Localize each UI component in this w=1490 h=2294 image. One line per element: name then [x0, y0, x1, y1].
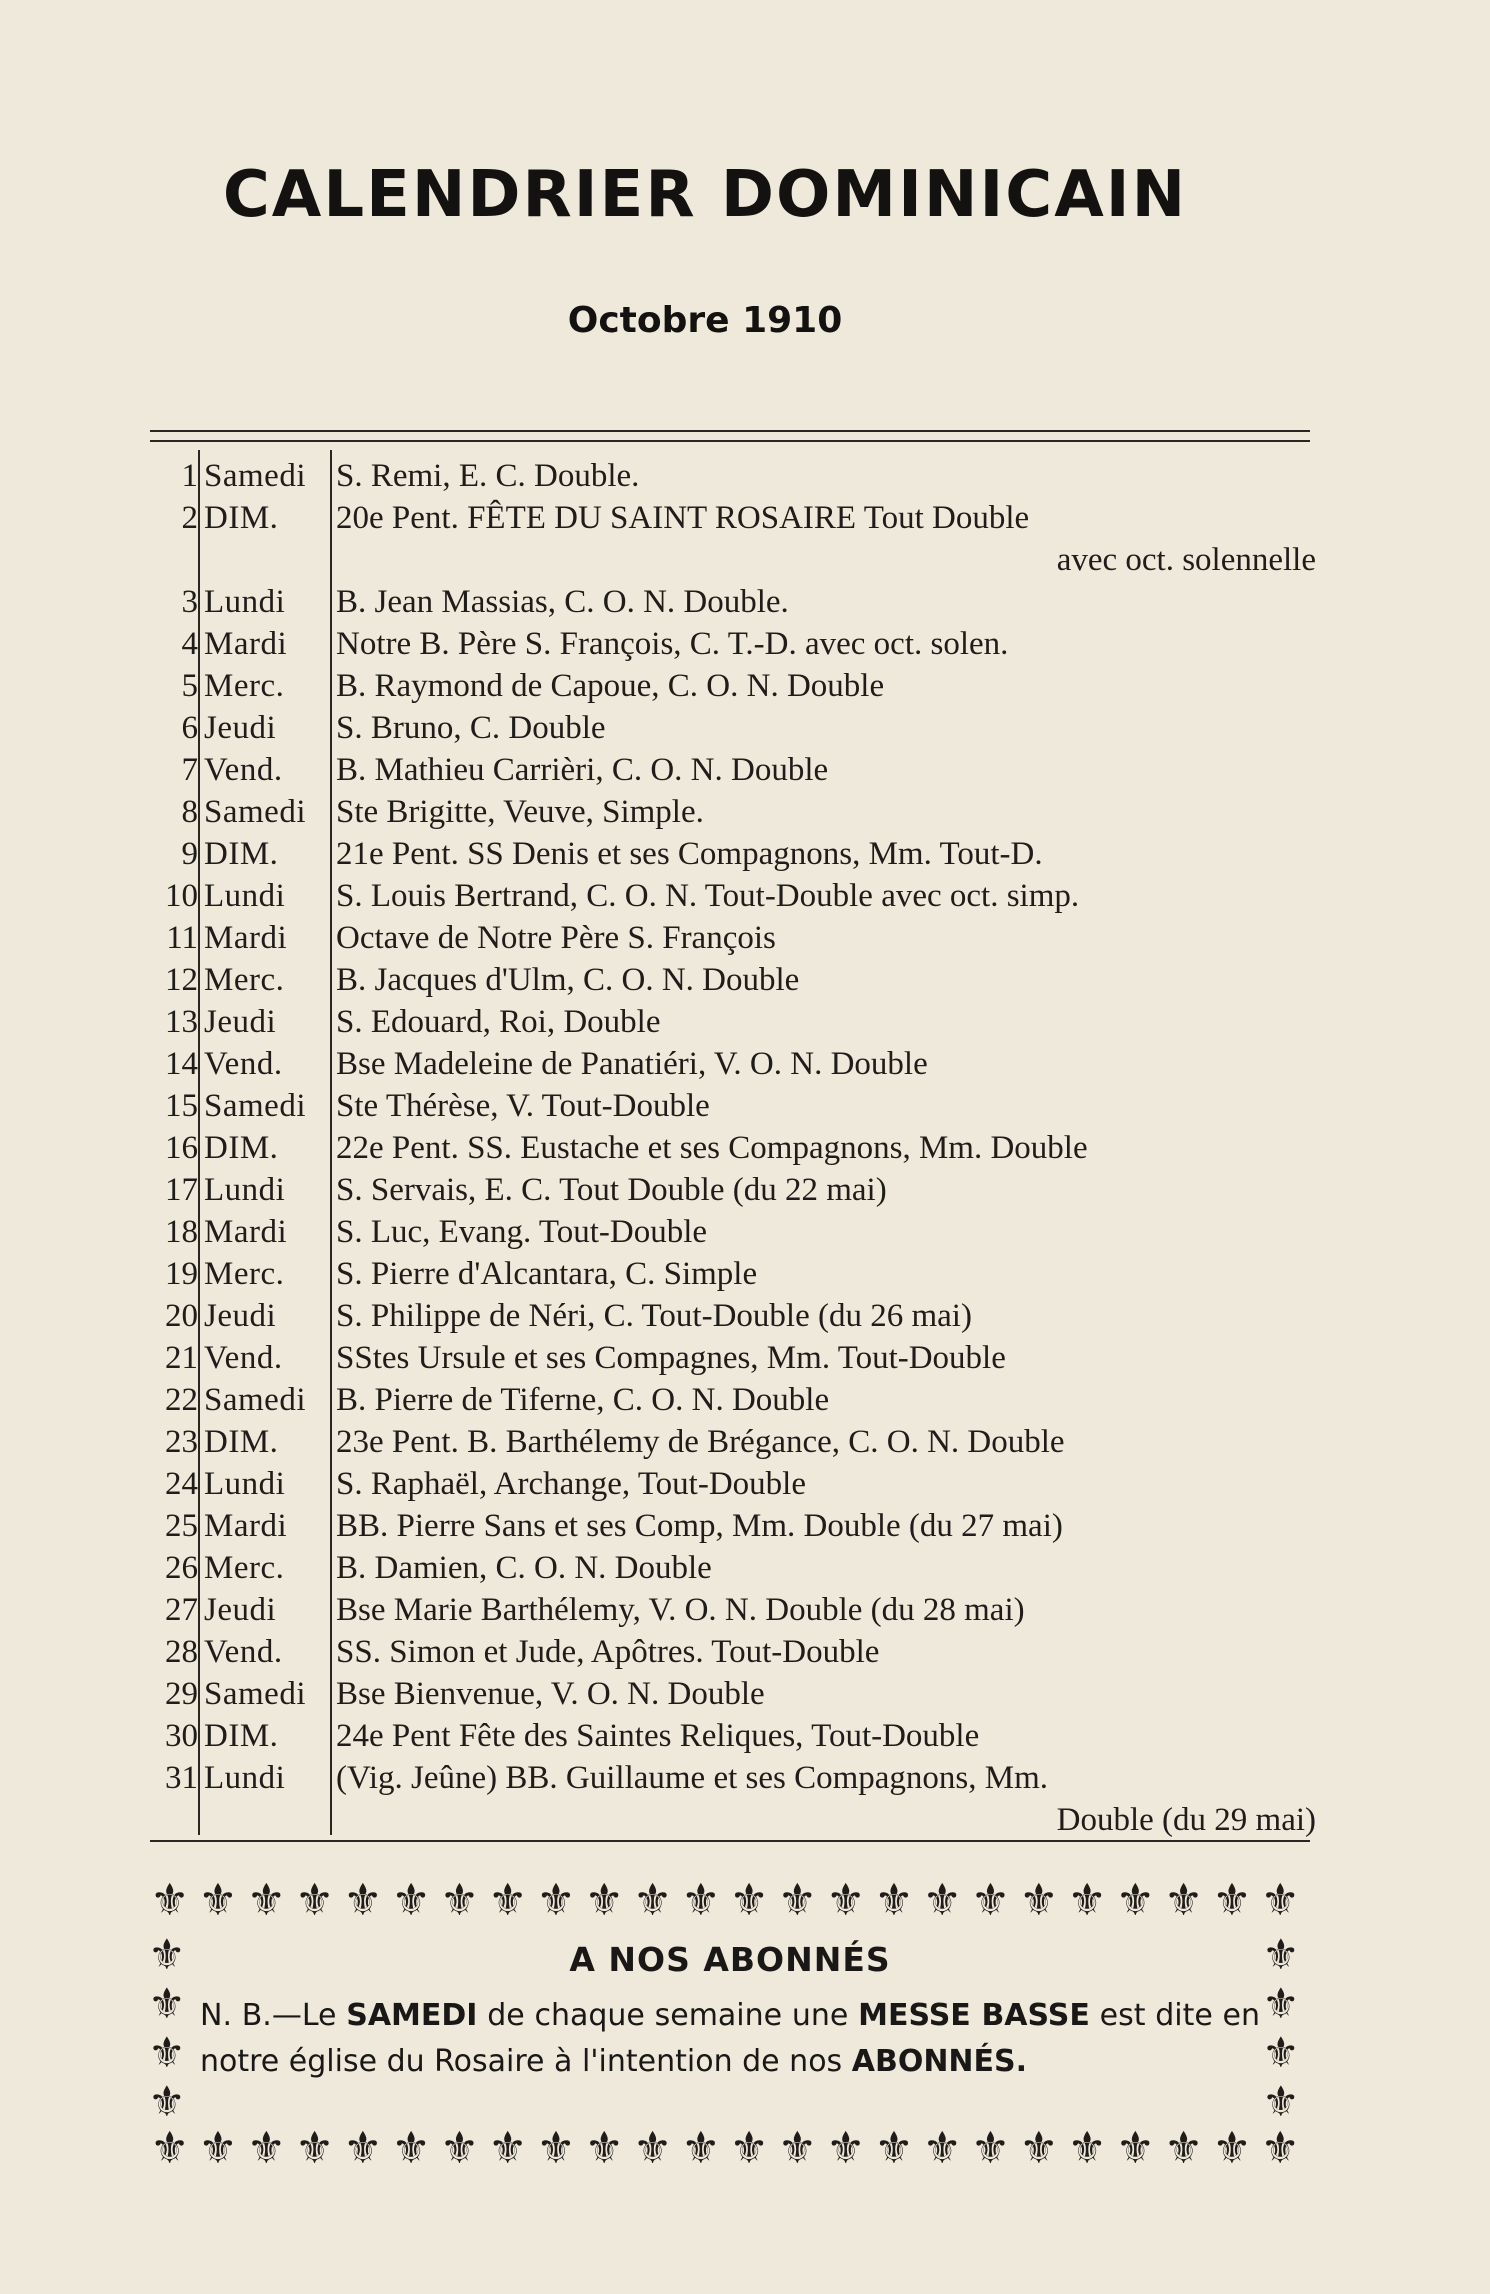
- feast-entry: [336, 875, 1316, 917]
- fleur-de-lis-icon: ⚜: [1019, 1874, 1059, 1926]
- weekday: Lundi: [204, 584, 286, 620]
- fleur-de-lis-icon: ⚜: [1067, 1874, 1107, 1926]
- fleur-de-lis-icon: ⚜: [1262, 1930, 1300, 1979]
- feast-text: 22e Pent. SS. Eustache et ses Compagnons, Mm. Double: [336, 1130, 1088, 1166]
- feast-text: B. Jean Massias, C. O. N. Double.: [336, 584, 789, 620]
- fleur-de-lis-icon: ⚜: [1115, 2122, 1156, 2174]
- day-number: 5: [181, 668, 198, 704]
- weekday: DIM.: [204, 1130, 279, 1166]
- fleur-de-lis-icon: ⚜: [150, 2122, 190, 2174]
- fleur-de-lis-icon: ⚜: [1019, 2122, 1059, 2174]
- day-number: 9: [181, 836, 198, 872]
- fleur-de-lis-icon: ⚜: [1067, 2122, 1107, 2174]
- day-number: 8: [181, 794, 198, 830]
- feast-text: 20e Pent. FÊTE DU SAINT ROSAIRE Tout Double: [336, 500, 1030, 536]
- fleur-de-lis-icon: ⚜: [970, 1874, 1011, 1926]
- feast-entry: [336, 959, 1316, 1001]
- day-number: 3: [181, 584, 198, 620]
- feast-text: 23e Pent. B. Barthélemy de Brégance, C. O. N. Double: [336, 1424, 1065, 1460]
- fleur-de-lis-icon: ⚜: [777, 1874, 818, 1926]
- feast-text: B. Jacques d'Ulm, C. O. N. Double: [336, 962, 800, 998]
- calendar-row: [150, 1001, 1320, 1043]
- day-number: 28: [165, 1634, 198, 1670]
- top-rule-1: [150, 430, 1310, 432]
- day-number: 20: [165, 1298, 198, 1334]
- ornament-border-bottom: [150, 2120, 1300, 2176]
- feast-entry: [336, 1715, 1316, 1757]
- feast-text: Bse Bienvenue, V. O. N. Double: [336, 1676, 765, 1712]
- fleur-de-lis-icon: ⚜: [922, 2122, 962, 2174]
- calendar-row: [150, 833, 1320, 875]
- feast-text: Notre B. Père S. François, C. T.-D. avec oct. solen.: [336, 626, 1009, 662]
- day-number: 27: [165, 1592, 198, 1628]
- fleur-de-lis-icon: ⚜: [246, 1874, 287, 1926]
- feast-text: S. Raphaël, Archange, Tout-Double: [336, 1466, 806, 1502]
- fleur-de-lis-icon: ⚜: [729, 2122, 769, 2174]
- feast-entry: [336, 1211, 1316, 1253]
- fleur-de-lis-icon: ⚜: [294, 1874, 335, 1926]
- fleur-de-lis-icon: ⚜: [148, 1979, 186, 2028]
- feast-text: S. Remi, E. C. Double.: [336, 458, 640, 494]
- calendar-row: [150, 1589, 1320, 1631]
- day-number: 2: [181, 500, 198, 536]
- weekday: Samedi: [204, 1382, 306, 1418]
- fleur-de-lis-icon: ⚜: [584, 2122, 624, 2174]
- calendar-row: [150, 1337, 1320, 1379]
- day-number: 22: [165, 1382, 198, 1418]
- fleur-de-lis-icon: ⚜: [681, 2122, 721, 2174]
- feast-text: S. Louis Bertrand, C. O. N. Tout-Double avec oct. simp.: [336, 878, 1080, 914]
- weekday: Lundi: [204, 1172, 286, 1208]
- day-number: 24: [165, 1466, 198, 1502]
- day-number: 19: [165, 1256, 198, 1292]
- feast-text: Octave de Notre Père S. François: [336, 920, 776, 956]
- feast-text: S. Edouard, Roi, Double: [336, 1004, 661, 1040]
- feast-text: Bse Marie Barthélemy, V. O. N. Double (du 28 mai): [336, 1592, 1025, 1628]
- feast-text: B. Mathieu Carrièri, C. O. N. Double: [336, 752, 829, 788]
- fleur-de-lis-icon: ⚜: [150, 1874, 190, 1926]
- weekday: Merc.: [204, 1550, 285, 1586]
- fleur-de-lis-icon: ⚜: [391, 2122, 431, 2174]
- day-number: 14: [165, 1046, 198, 1082]
- calendar-row: [150, 959, 1320, 1001]
- feast-text: 24e Pent Fête des Saintes Reliques, Tout-Double: [336, 1718, 980, 1754]
- fleur-de-lis-icon: ⚜: [1260, 1874, 1300, 1926]
- calendar-row: [150, 623, 1320, 665]
- fleur-de-lis-icon: ⚜: [681, 1874, 721, 1926]
- notice-abonnes: ABONNÉS.: [851, 2044, 1028, 2079]
- calendar-row: [150, 1463, 1320, 1505]
- fleur-de-lis-icon: ⚜: [1212, 2122, 1252, 2174]
- calendar-row: [150, 581, 1320, 623]
- page-title: CALENDRIER DOMINICAIN: [222, 158, 1188, 232]
- fleur-de-lis-icon: ⚜: [148, 2077, 186, 2126]
- feast-text: SS. Simon et Jude, Apôtres. Tout-Double: [336, 1634, 880, 1670]
- day-number: 7: [181, 752, 198, 788]
- feast-entry: [336, 665, 1316, 707]
- weekday: Samedi: [204, 458, 306, 494]
- fleur-de-lis-icon: ⚜: [536, 1874, 576, 1926]
- feast-text: (Vig. Jeûne) BB. Guillaume et ses Compagnons, Mm.: [336, 1760, 1049, 1796]
- fleur-de-lis-icon: ⚜: [198, 2122, 238, 2174]
- calendar-row: [150, 1715, 1320, 1757]
- fleur-de-lis-icon: ⚜: [777, 2122, 818, 2174]
- feast-entry: [336, 1589, 1316, 1631]
- weekday: Merc.: [204, 1256, 285, 1292]
- calendar-row: [150, 707, 1320, 749]
- feast-entry: [336, 1673, 1316, 1715]
- ornament-border-left: [148, 1930, 188, 2126]
- fleur-de-lis-icon: ⚜: [487, 1874, 528, 1926]
- fleur-de-lis-icon: ⚜: [1115, 1874, 1156, 1926]
- fleur-de-lis-icon: ⚜: [1163, 2122, 1204, 2174]
- feast-text: BB. Pierre Sans et ses Comp, Mm. Double (du 27 mai): [336, 1508, 1063, 1544]
- feast-entry: [336, 749, 1316, 791]
- fleur-de-lis-icon: ⚜: [148, 1930, 186, 1979]
- calendar-row: [150, 1169, 1320, 1211]
- weekday: Jeudi: [204, 1298, 277, 1334]
- notice-messe: MESSE BASSE: [858, 1998, 1090, 2033]
- fleur-de-lis-icon: ⚜: [439, 2122, 480, 2174]
- feast-entry: [336, 1253, 1316, 1295]
- fleur-de-lis-icon: ⚜: [1212, 1874, 1252, 1926]
- weekday: DIM.: [204, 1424, 279, 1460]
- day-number: 6: [181, 710, 198, 746]
- weekday: Vend.: [204, 1634, 283, 1670]
- calendar-row: [150, 1127, 1320, 1169]
- fleur-de-lis-icon: ⚜: [922, 1874, 962, 1926]
- fleur-de-lis-icon: ⚜: [439, 1874, 480, 1926]
- feast-text: B. Damien, C. O. N. Double: [336, 1550, 712, 1586]
- feast-entry: [336, 1295, 1316, 1337]
- feast-entry: [336, 623, 1316, 665]
- calendar-row: [150, 1631, 1320, 1673]
- feast-text: Ste Brigitte, Veuve, Simple.: [336, 794, 704, 830]
- feast-entry: [336, 1127, 1316, 1169]
- fleur-de-lis-icon: ⚜: [343, 2122, 383, 2174]
- feast-text: 21e Pent. SS Denis et ses Compagnons, Mm. Tout-D.: [336, 836, 1043, 872]
- feast-entry: [336, 497, 1316, 581]
- fleur-de-lis-icon: ⚜: [1262, 1979, 1300, 2028]
- weekday: Mardi: [204, 1214, 288, 1250]
- calendar-row: [150, 1673, 1320, 1715]
- fleur-de-lis-icon: ⚜: [536, 2122, 576, 2174]
- feast-entry: [336, 455, 1316, 497]
- notice-heading: A NOS ABONNÉS: [569, 1940, 891, 1979]
- fleur-de-lis-icon: ⚜: [825, 1874, 866, 1926]
- weekday: Merc.: [204, 962, 285, 998]
- weekday: Vend.: [204, 752, 283, 788]
- feast-text: B. Raymond de Capoue, C. O. N. Double: [336, 668, 885, 704]
- weekday: DIM.: [204, 500, 279, 536]
- feast-text: S. Bruno, C. Double: [336, 710, 606, 746]
- calendar-row: [150, 497, 1320, 581]
- feast-entry: [336, 1085, 1316, 1127]
- feast-entry: [336, 1757, 1316, 1841]
- calendar-row: [150, 1421, 1320, 1463]
- day-number: 17: [165, 1172, 198, 1208]
- fleur-de-lis-icon: ⚜: [874, 2122, 914, 2174]
- feast-entry: [336, 917, 1316, 959]
- weekday: DIM.: [204, 836, 279, 872]
- weekday: Jeudi: [204, 710, 277, 746]
- feast-entry: [336, 1421, 1316, 1463]
- day-number: 11: [166, 920, 198, 956]
- fleur-de-lis-icon: ⚜: [1262, 2028, 1300, 2077]
- fleur-de-lis-icon: ⚜: [294, 2122, 335, 2174]
- fleur-de-lis-icon: ⚜: [632, 1874, 673, 1926]
- weekday: Samedi: [204, 794, 306, 830]
- weekday: Lundi: [204, 878, 286, 914]
- fleur-de-lis-icon: ⚜: [1260, 2122, 1300, 2174]
- fleur-de-lis-icon: ⚜: [584, 1874, 624, 1926]
- fleur-de-lis-icon: ⚜: [391, 1874, 431, 1926]
- day-number: 31: [165, 1760, 198, 1796]
- feast-entry: [336, 1379, 1316, 1421]
- fleur-de-lis-icon: ⚜: [729, 1874, 769, 1926]
- calendar-row: [150, 1505, 1320, 1547]
- calendar-row: [150, 1757, 1320, 1843]
- day-number: 15: [165, 1088, 198, 1124]
- fleur-de-lis-icon: ⚜: [198, 1874, 238, 1926]
- feast-entry: [336, 1169, 1316, 1211]
- feast-text: Bse Madeleine de Panatiéri, V. O. N. Double: [336, 1046, 928, 1082]
- feast-text-continued: avec oct. solennelle: [1056, 542, 1316, 578]
- feast-text: SStes Ursule et ses Compagnes, Mm. Tout-Double: [336, 1340, 1006, 1376]
- feast-text: S. Pierre d'Alcantara, C. Simple: [336, 1256, 758, 1292]
- day-number: 21: [165, 1340, 198, 1376]
- weekday: Samedi: [204, 1088, 306, 1124]
- feast-text: S. Servais, E. C. Tout Double (du 22 mai): [336, 1172, 887, 1208]
- calendar-table: [150, 455, 1320, 1843]
- feast-entry: [336, 1631, 1316, 1673]
- weekday: Jeudi: [204, 1592, 277, 1628]
- calendar-row: [150, 875, 1320, 917]
- feast-entry: [336, 833, 1316, 875]
- feast-text: B. Pierre de Tiferne, C. O. N. Double: [336, 1382, 830, 1418]
- weekday: Vend.: [204, 1046, 283, 1082]
- notice-nb: N. B.—Le: [200, 1998, 337, 2033]
- fleur-de-lis-icon: ⚜: [1163, 1874, 1204, 1926]
- calendar-row: [150, 1253, 1320, 1295]
- weekday: Lundi: [204, 1760, 286, 1796]
- feast-entry: [336, 1001, 1316, 1043]
- day-number: 30: [165, 1718, 198, 1754]
- day-number: 4: [181, 626, 198, 662]
- day-number: 16: [165, 1130, 198, 1166]
- weekday: Lundi: [204, 1466, 286, 1502]
- calendar-row: [150, 1295, 1320, 1337]
- day-number: 13: [165, 1004, 198, 1040]
- fleur-de-lis-icon: ⚜: [874, 1874, 914, 1926]
- notice-body: [200, 1993, 1260, 2085]
- subscriber-notice: [200, 1940, 1260, 2085]
- feast-entry: [336, 1337, 1316, 1379]
- day-number: 1: [181, 458, 198, 494]
- feast-entry: [336, 707, 1316, 749]
- feast-entry: [336, 1463, 1316, 1505]
- feast-text: S. Luc, Evang. Tout-Double: [336, 1214, 708, 1250]
- fleur-de-lis-icon: ⚜: [148, 2028, 186, 2077]
- weekday: Vend.: [204, 1340, 283, 1376]
- weekday: Jeudi: [204, 1004, 277, 1040]
- calendar-row: [150, 455, 1320, 497]
- weekday: Mardi: [204, 1508, 288, 1544]
- ornament-border-right: [1262, 1930, 1302, 2126]
- weekday: Merc.: [204, 668, 285, 704]
- calendar-row: [150, 1043, 1320, 1085]
- feast-text-continued: Double (du 29 mai): [1056, 1802, 1316, 1838]
- fleur-de-lis-icon: ⚜: [343, 1874, 383, 1926]
- day-number: 26: [165, 1550, 198, 1586]
- ornament-border-top: [150, 1872, 1300, 1928]
- feast-entry: [336, 791, 1316, 833]
- calendar-row: [150, 1379, 1320, 1421]
- notice-samedi: SAMEDI: [346, 1998, 478, 2033]
- weekday: Samedi: [204, 1676, 306, 1712]
- feast-entry: [336, 1505, 1316, 1547]
- feast-entry: [336, 1043, 1316, 1085]
- feast-entry: [336, 581, 1316, 623]
- day-number: 10: [165, 878, 198, 914]
- day-number: 12: [165, 962, 198, 998]
- notice-mid2: est dite en notre église du Rosaire à l'intention de nos: [200, 1998, 1261, 2079]
- calendar-row: [150, 1547, 1320, 1589]
- calendar-row: [150, 1085, 1320, 1127]
- feast-text: Ste Thérèse, V. Tout-Double: [336, 1088, 710, 1124]
- calendar-row: [150, 917, 1320, 959]
- weekday: Mardi: [204, 626, 288, 662]
- day-number: 25: [165, 1508, 198, 1544]
- calendar-row: [150, 791, 1320, 833]
- day-number: 18: [165, 1214, 198, 1250]
- fleur-de-lis-icon: ⚜: [632, 2122, 673, 2174]
- calendar-row: [150, 665, 1320, 707]
- day-number: 29: [165, 1676, 198, 1712]
- calendar-row: [150, 749, 1320, 791]
- day-number: 23: [165, 1424, 198, 1460]
- weekday: Mardi: [204, 920, 288, 956]
- weekday: DIM.: [204, 1718, 279, 1754]
- fleur-de-lis-icon: ⚜: [825, 2122, 866, 2174]
- page-subtitle: Octobre 1910: [567, 300, 843, 341]
- fleur-de-lis-icon: ⚜: [487, 2122, 528, 2174]
- calendar-row: [150, 1211, 1320, 1253]
- fleur-de-lis-icon: ⚜: [246, 2122, 287, 2174]
- bottom-rule: [150, 1840, 1310, 1842]
- fleur-de-lis-icon: ⚜: [1262, 2077, 1300, 2126]
- top-rule-2: [150, 440, 1310, 442]
- notice-mid1: de chaque semaine une: [487, 1998, 849, 2033]
- fleur-de-lis-icon: ⚜: [970, 2122, 1011, 2174]
- feast-text: S. Philippe de Néri, C. Tout-Double (du 26 mai): [336, 1298, 972, 1334]
- feast-entry: [336, 1547, 1316, 1589]
